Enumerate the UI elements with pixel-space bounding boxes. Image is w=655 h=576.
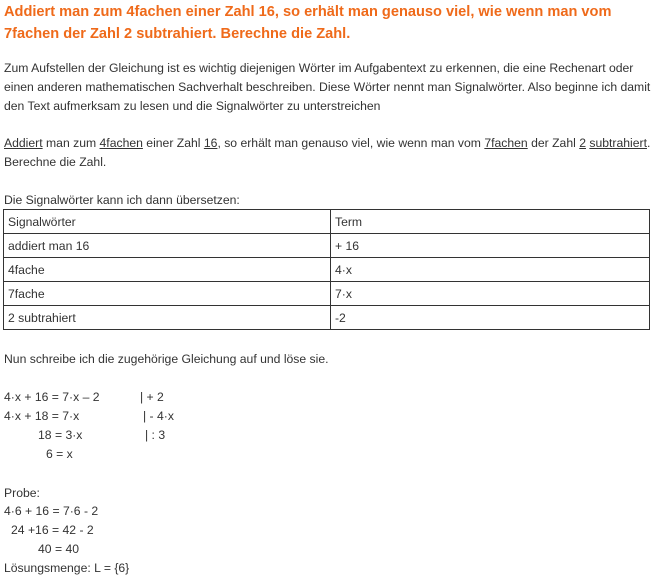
table-cell: addiert man 16 [4, 234, 331, 258]
check-line: 40 = 40 [38, 542, 80, 556]
table-row [4, 306, 650, 330]
signal-word-table [3, 209, 650, 330]
table-row [4, 258, 650, 282]
table-cell: 2 subtrahiert [4, 306, 331, 330]
signal-word: 7fachen [484, 136, 528, 150]
signal-word: 4fachen [99, 136, 143, 150]
task-text-part: . Berechne die Zahl. [4, 136, 651, 169]
equation-line: 6 = x [46, 447, 73, 461]
check-label: Probe: [4, 486, 40, 500]
translate-intro: Die Signalwörter kann ich dann übersetzen: [4, 193, 240, 207]
intro-paragraph: Zum Aufstellen der Gleichung ist es wichtig diejenigen Wörter im Aufgabentext zu erkennen, die eine Rechenart oder einen anderen mathematischen Sachverhalt beschreiben. Diese Wörter nennt man Signalwörter. Also beginne ich damit den Text aufmerksam zu lesen und die Signalwörter zu unterstreichen [4, 61, 651, 113]
table-row [4, 234, 650, 258]
equation-line: 18 = 3·x [38, 428, 83, 442]
task-title: Addiert man zum 4fachen einer Zahl 16, so erhält man genauso viel, wie wenn man vom 7fachen der Zahl 2 subtrahiert. Berechne die Zahl. [4, 4, 612, 42]
table-header-cell: Signalwörter [4, 210, 331, 234]
table-cell: 7·x [331, 282, 650, 306]
signal-word: Addiert [4, 136, 43, 150]
table-cell: + 16 [331, 234, 650, 258]
equation-line: 4·x + 18 = 7·x [4, 409, 80, 423]
equation-line: 4·x + 16 = 7·x – 2 [4, 390, 100, 404]
signal-word: 2 [579, 136, 586, 150]
task-text-part: einer Zahl [142, 136, 204, 150]
task-text-part: der Zahl [527, 136, 580, 150]
equation-operation: | - 4·x [143, 409, 174, 423]
equation-operation: | + 2 [140, 390, 164, 404]
underlined-task-text [4, 134, 652, 172]
equation-intro: Nun schreibe ich die zugehörige Gleichung auf und löse sie. [4, 352, 329, 366]
table-header-cell: Term [331, 210, 650, 234]
signal-word: 16 [203, 136, 218, 150]
task-text-part: , so erhält man genauso viel, wie wenn man vom [217, 136, 485, 150]
table-cell: 4fache [4, 258, 331, 282]
task-text-part: man zum [42, 136, 100, 150]
check-line: 4·6 + 16 = 7·6 - 2 [4, 504, 99, 518]
table-row [4, 282, 650, 306]
signal-word: subtrahiert [589, 136, 647, 150]
table-header-row [4, 210, 650, 234]
table-cell: 7fache [4, 282, 331, 306]
equation-operation: | : 3 [145, 428, 166, 442]
table-cell: 4·x [331, 258, 650, 282]
solution-set: Lösungsmenge: L = {6} [4, 561, 130, 575]
check-line: 24 +16 = 42 - 2 [11, 523, 94, 537]
table-cell: -2 [331, 306, 650, 330]
